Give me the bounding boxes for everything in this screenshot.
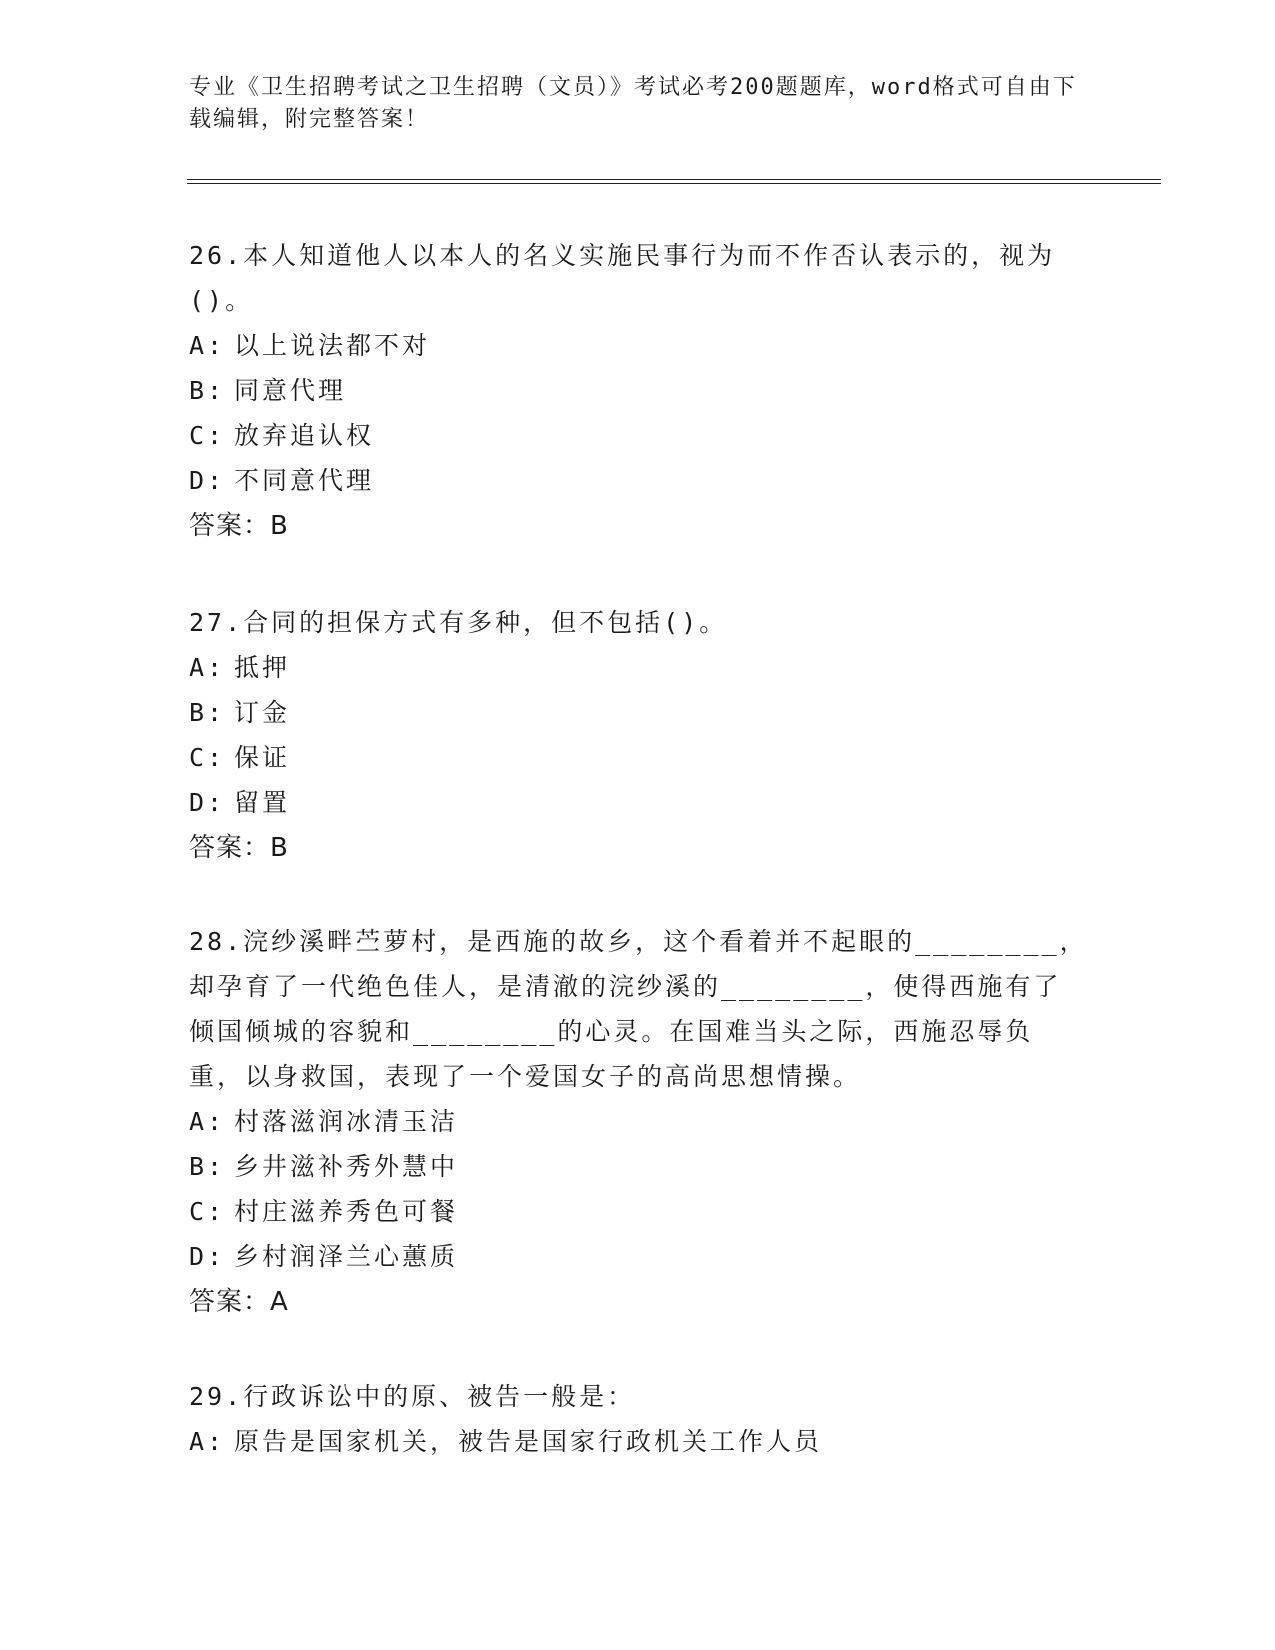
option-a — [189, 1419, 1089, 1464]
question-28 — [189, 919, 1089, 1325]
option-text: 以上说法都不对 — [234, 331, 431, 360]
option-text: 留置 — [234, 788, 291, 817]
option-text: 保证 — [234, 743, 291, 772]
option-c — [189, 413, 1089, 458]
option-letter: A: — [189, 331, 226, 360]
option-c — [189, 735, 1089, 780]
option-text: 放弃追认权 — [234, 421, 375, 450]
answer-line: 答案：A — [189, 1287, 289, 1317]
question-stem: 29.行政诉讼中的原、被告一般是： — [189, 1382, 636, 1411]
option-letter: C: — [189, 421, 226, 450]
option-a — [189, 1099, 1089, 1144]
option-letter: D: — [189, 788, 226, 817]
question-27 — [189, 600, 1089, 871]
question-stem: 28.浣纱溪畔苎萝村，是西施的故乡，这个看着并不起眼的________，却孕育了一代绝色佳人，是清澈的浣纱溪的________，使得西施有了倾国倾城的容貌和________的心灵。在国难当头之际，西施忍辱负重，以身救国，表现了一个爱国女子的高尚思想情操。 — [189, 927, 1088, 1091]
header-divider-bottom — [187, 183, 1161, 184]
option-text: 乡村润泽兰心蕙质 — [234, 1242, 459, 1271]
option-b — [189, 1144, 1089, 1189]
option-d — [189, 1234, 1089, 1279]
question-29 — [189, 1374, 1089, 1464]
option-letter: B: — [189, 698, 226, 727]
option-text: 订金 — [234, 698, 291, 727]
question-26 — [189, 233, 1089, 549]
option-d — [189, 458, 1089, 503]
question-stem: 26.本人知道他人以本人的名义实施民事行为而不作否认表示的，视为()。 — [189, 241, 1056, 315]
option-text: 乡井滋补秀外慧中 — [234, 1152, 459, 1181]
option-text: 不同意代理 — [234, 466, 375, 495]
option-letter: C: — [189, 743, 226, 772]
document-header: 专业《卫生招聘考试之卫生招聘（文员）》考试必考200题题库，word格式可自由下载编辑，附完整答案！ — [189, 75, 1077, 132]
option-text: 抵押 — [234, 653, 291, 682]
answer-line: 答案：B — [189, 511, 289, 541]
answer-line: 答案：B — [189, 833, 289, 863]
option-letter: C: — [189, 1197, 226, 1226]
option-text: 村落滋润冰清玉洁 — [234, 1107, 459, 1136]
option-letter: A: — [189, 1107, 226, 1136]
option-text: 村庄滋养秀色可餐 — [234, 1197, 459, 1226]
option-letter: D: — [189, 466, 226, 495]
option-letter: A: — [189, 1427, 226, 1456]
option-b — [189, 368, 1089, 413]
option-b — [189, 690, 1089, 735]
question-stem: 27.合同的担保方式有多种，但不包括()。 — [189, 608, 728, 637]
option-text: 原告是国家机关，被告是国家行政机关工作人员 — [234, 1427, 823, 1456]
option-c — [189, 1189, 1089, 1234]
option-text: 同意代理 — [234, 376, 347, 405]
header-divider-top — [187, 179, 1161, 180]
option-letter: B: — [189, 376, 226, 405]
option-letter: D: — [189, 1242, 226, 1271]
option-letter: A: — [189, 653, 226, 682]
option-a — [189, 645, 1089, 690]
option-a — [189, 323, 1089, 368]
option-d — [189, 780, 1089, 825]
option-letter: B: — [189, 1152, 226, 1181]
